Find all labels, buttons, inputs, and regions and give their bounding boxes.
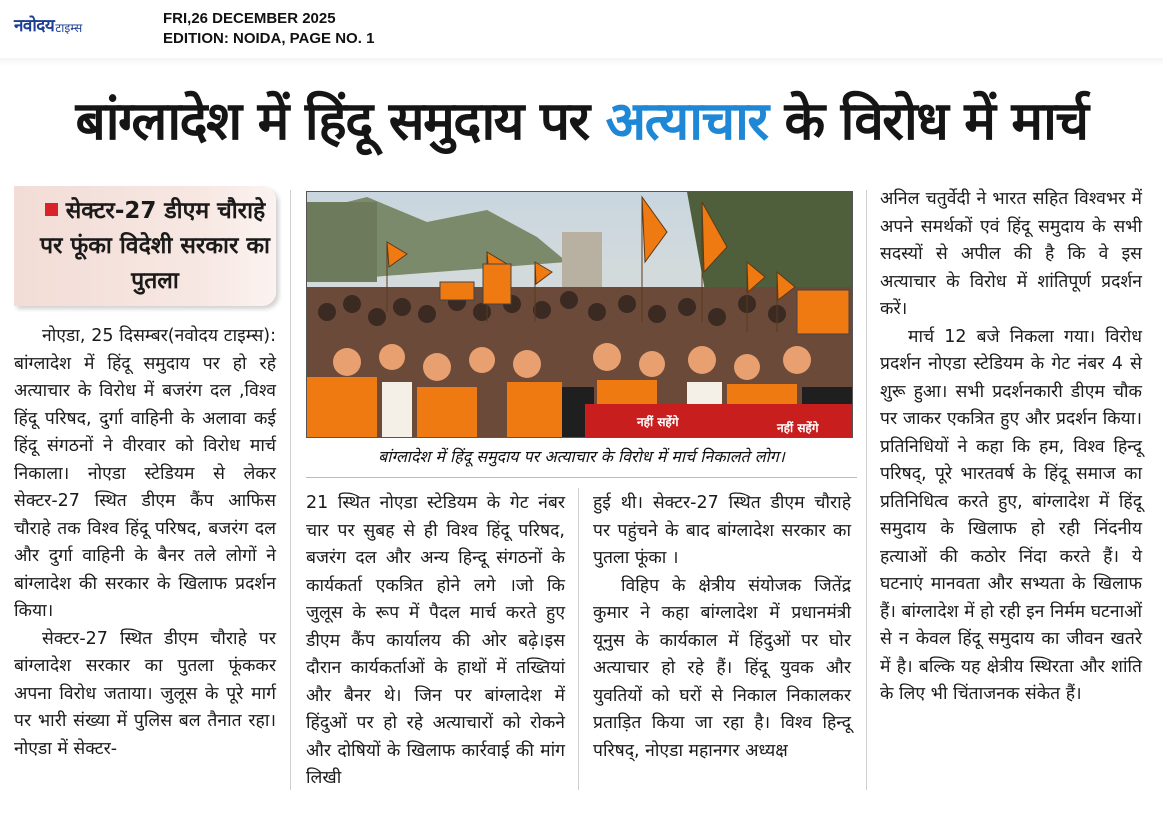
next-headline-cutoff bbox=[0, 808, 1163, 826]
edition-date: FRI,26 DECEMBER 2025 bbox=[163, 10, 336, 27]
logo-sub-text: टाइम्स bbox=[55, 21, 83, 35]
masthead-bar bbox=[0, 0, 1163, 59]
paragraph: नोएडा, 25 दिसम्बर(नवोदय टाइम्स): बांग्लादेश में हिंदू समुदाय पर हो रहे अत्याचार के विरोध में बजरंग दल ,विश्व हिंदू परिषद, दुर्गा वाहिनी के अलावा कई हिंदू संगठनों ने वीरवार को विरोध मार्च निकाला। नोएडा स्टेडियम से लेकर सेक्टर-27 स्थित डीएम कैंप आफिस चौराहे तक विश्व हिंदू परिषद, बजरंग दल और दुर्गा वाहिनी के बैनर तले लोगों ने बांग्लादेश की सरकार के खिलाफ प्रदर्शन किया। bbox=[14, 326, 276, 621]
kicker-box bbox=[14, 186, 276, 306]
square-bullet-icon bbox=[45, 203, 58, 216]
paragraph: 21 स्थित नोएडा स्टेडियम के गेट नंबर चार पर सुबह से ही विश्व हिंदू परिषद, बजरंग दल और अन्य हिन्दू संगठनों के कार्यकर्ता एकत्रित होने लगे ।जो कि जुलूस के रूप में पैदल मार्च करते हुए डीएम कैंप कार्यालय की ओर बढ़े।इस दौरान कार्यकर्ताओं के हाथों में तख्तियां और बैनर थे। जिन पर बांग्लादेश में हिंदुओं पर हो रहे अत्याचारों को रोकने और दोषियों के खिलाफ कार्रवाई की मांग लिखी bbox=[306, 493, 565, 788]
article-column-1 bbox=[14, 323, 276, 763]
column-rule bbox=[290, 190, 291, 790]
paragraph: अनिल चतुर्वेदी ने भारत सहित विश्वभर में अपने समर्थकों एवं हिंदू समुदाय के सभी सदस्यों से अपील की है कि वे इस अत्याचार के विरोध में शांतिपूर्ण प्रदर्शन करें। bbox=[880, 189, 1142, 319]
article-photo[interactable] bbox=[306, 191, 853, 438]
column-rule bbox=[578, 488, 579, 790]
article-column-4 bbox=[880, 186, 1142, 709]
paragraph: मार्च 12 बजे निकला गया। विरोध प्रदर्शन नोएडा स्टेडियम के गेट नंबर 4 से शुरू हुआ। सभी प्रदर्शनकारी डीएम चौक पर जाकर एकत्रित हुए और प्रदर्शन किया। प्रतिनिधियों ने कहा कि हम, विश्व हिन्दू परिषद्, पूरे भारतवर्ष के हिंदू समाज का प्रतिनिधित्व करते हुए, बांग्लादेश में हिंदू समुदाय के खिलाफ हो रही निंदनीय हत्याओं की कठोर निंदा करते हैं। ये घटनाएं मानवता और सभ्यता के खिलाफ हैं। बांग्लादेश में हो रही इन निर्मम घटनाओं से न केवल हिंदू समुदाय का जीवन खतरे में है। बल्कि यह क्षेत्रीय स्थिरता और शांति के लिए भी चिंताजनक संकेत हैं। bbox=[880, 326, 1142, 704]
article-headline bbox=[0, 90, 1163, 154]
headline-part-2: के विरोध में मार्च bbox=[767, 91, 1088, 152]
column-rule bbox=[866, 190, 867, 790]
edition-page: EDITION: NOIDA, PAGE NO. 1 bbox=[163, 30, 375, 47]
protest-march-photo bbox=[307, 192, 852, 437]
headline-part-1: बांग्लादेश में हिंदू समुदाय पर bbox=[75, 91, 606, 152]
paragraph: हुई थी। सेक्टर-27 स्थित डीएम चौराहे पर पहुंचने के बाद बांग्लादेश सरकार का पुतला फूंका । bbox=[593, 493, 851, 568]
headline-highlight: अत्याचार bbox=[605, 91, 768, 152]
masthead-divider bbox=[0, 58, 1163, 66]
newspaper-logo[interactable] bbox=[14, 10, 82, 36]
article-column-3 bbox=[593, 490, 851, 765]
banner-text-2: नहीं सहेंगे bbox=[777, 421, 819, 435]
edition-meta bbox=[163, 9, 374, 49]
article-column-2 bbox=[306, 490, 565, 793]
paragraph: सेक्टर-27 स्थित डीएम चौराहे पर बांग्लादेश सरकार का पुतला फूंककर अपना विरोध जताया। जुलूस के पूरे मार्ग पर भारी संख्या में पुलिस बल तैनात रहा। नोएडा में सेक्टर- bbox=[14, 628, 276, 759]
paragraph: विहिप के क्षेत्रीय संयोजक जितेंद्र कुमार ने कहा बांग्लादेश में प्रधानमंत्री यूनुस के कार्यकाल में हिंदुओं पर घोर अत्याचार हो रहे हैं। हिंदू युवक और युवतियों को घरों से निकाल निकालकर प्रताड़ित किया जा रहा है। विश्व हिन्दू परिषद्, नोएडा महानगर अध्यक्ष bbox=[593, 575, 851, 761]
banner-text-1: नहीं सहेंगे bbox=[637, 415, 679, 429]
logo-main-text: नवोदय bbox=[14, 16, 55, 36]
kicker-text bbox=[32, 194, 278, 299]
kicker-label: सेक्टर-27 डीएम चौराहे पर फूंका विदेशी सरकार का पुतला bbox=[39, 198, 270, 294]
photo-caption: बांग्लादेश में हिंदू समुदाय पर अत्याचार के विरोध में मार्च निकालते लोग। bbox=[306, 437, 857, 478]
